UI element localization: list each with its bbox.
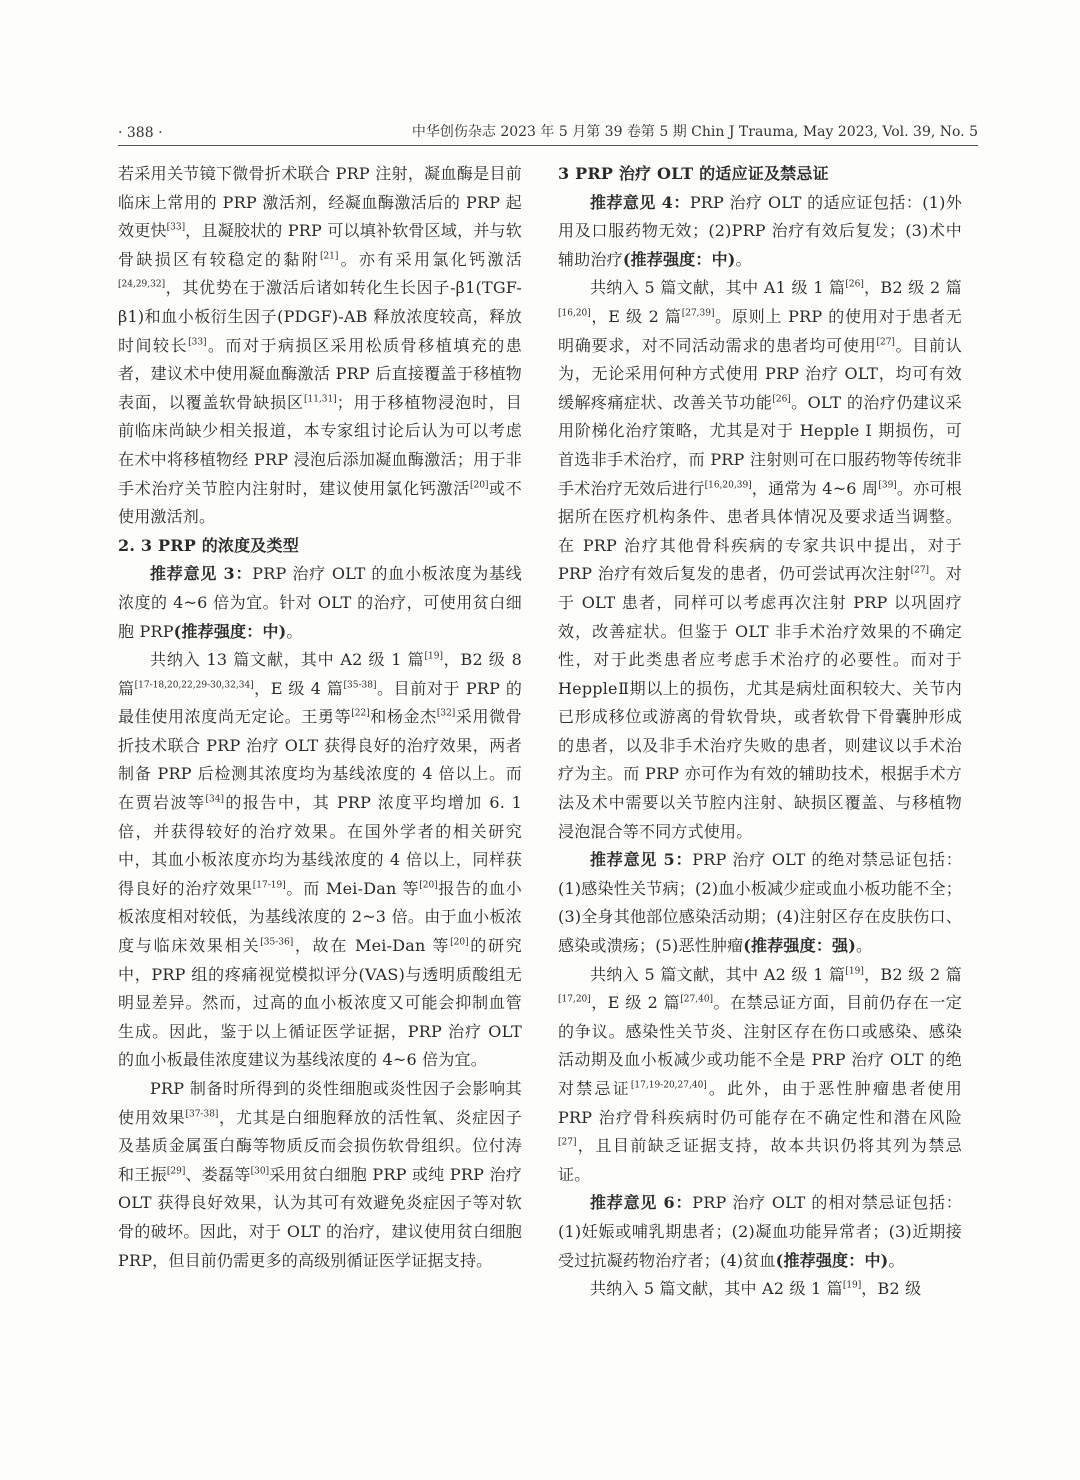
text-run: 。原则上 PRP 的使用对于患者无明确要求，对不同活动需求的患者均可使用 [558,306,963,355]
right-column [558,160,962,1304]
citation-ref: [27,40] [680,994,714,1005]
citation-ref: [33] [166,222,186,233]
text-run: 。 [286,621,303,641]
section-heading-3: 3 PRP 治疗 OLT 的适应证及禁忌证 [558,164,829,183]
citation-ref: [29] [166,1166,186,1177]
citation-ref: [27,39] [681,308,715,319]
recommendation-strength: (推荐强度：中) [775,1250,889,1270]
text-run: 。亦有采用氯化钙激活 [338,249,522,269]
text-run: 、娄磊等 [185,1164,251,1184]
recommendation-strength: (推荐强度：强) [743,936,857,956]
paragraph-activation [118,160,522,532]
citation-ref: [26] [845,280,864,291]
text-run: 采用微骨折技术联合 PRP 治疗 OLT 获得良好的治疗效果，两者制备 PRP 后检测其浓度均为基线浓度的 4 倍以上。而在贾岩波等 [118,707,522,813]
text-run: ，通常为 4~6 周 [751,478,879,498]
recommendation-label: 推荐意见 4： [590,192,690,212]
citation-ref: [33] [188,337,207,348]
text-run: 。此外，由于恶性肿瘤患者使用 PRP 治疗骨科疾病时仍可能存在不确定性和潜在风险 [558,1079,962,1127]
left-column [118,160,522,1275]
citation-ref: [27] [876,337,895,348]
text-run: ，B2 级 [861,1279,922,1299]
paragraph-relative-contraindications [558,1275,962,1304]
page-number: · 388 · [118,125,163,141]
journal-citation: 中华创伤杂志 2023 年 5 月第 39 卷第 5 期 Chin J Trauma, May 2023, Vol. 39, No. 5 [411,124,978,140]
text-run: ，且凝胶状的 PRP 可以填补软骨区域，并与软骨缺损区有较稳定的黏附 [118,221,522,269]
text-run: ，且目前缺乏证据支持，故本共识仍将其列为禁忌证。 [558,1136,962,1184]
section-heading-2-3: 2. 3 PRP 的浓度及类型 [118,535,299,555]
citation-ref: [17-19] [252,880,286,891]
text-run: 。 [888,1250,905,1270]
paragraph-absolute-contraindications [558,961,962,1190]
text-run: 。在禁忌证方面，目前仍存在一定的争议。感染性关节炎、注射区存在伤口或感染、感染活动期及血小板减少或功能不全是 PRP 治疗 OLT 的绝对禁忌证 [558,993,962,1098]
citation-ref: [19] [845,966,864,977]
citation-ref: [16,20] [558,308,591,319]
citation-ref: [20] [469,480,489,491]
text-run: 的研究中，PRP 组的疼痛视觉模拟评分(VAS)与透明质酸组无明显差异。然而，过高的血小板浓度又可能会抑制血管生成。因此，鉴于以上循证医学证据，PRP 治疗 OLT 的血小板最佳浓度建议为基线浓度的 4~6 倍为宜。 [118,936,522,1070]
recommendation-strength: (推荐强度：中) [622,249,736,269]
recommendation-body: PRP 治疗 OLT 的绝对禁忌证包括：(1)感染性关节病；(2)血小板减少症或血小板功能不全；(3)全身其他部位感染活动期；(4)注射区存在皮肤伤口、感染或溃疡；(5)恶性肿瘤 [558,850,963,956]
citation-ref: [24,29,32] [118,280,166,291]
citation-ref: [37-38] [185,1109,219,1120]
text-run: 共纳入 5 篇文献，其中 A2 级 1 篇 [590,1279,843,1299]
citation-ref: [20] [450,937,469,948]
text-run: 报告的血小板浓度相对较低，为基线浓度的 2~3 倍。由于血小板浓度与临床效果相关 [118,878,522,956]
text-run: 共纳入 5 篇文献，其中 A2 级 1 篇 [590,964,846,984]
citation-ref: [35-36] [260,937,294,948]
citation-ref: [11,31] [303,394,337,405]
text-run: ，B2 级 2 篇 [863,964,962,984]
text-run: 共纳入 13 篇文献，其中 A2 级 1 篇 [150,650,425,670]
text-run: 或不使用激活剂。 [118,478,522,527]
recommendation-body: PRP 治疗 OLT 的适应证包括：(1)外用及口服药物无效；(2)PRP 治疗有效后复发；(3)术中辅助治疗 [558,192,962,269]
citation-ref: [34] [205,794,225,805]
header-rule [118,145,978,146]
text-run: PRP 制备时所得到的炎性细胞或炎性因子会影响其使用效果 [118,1079,522,1127]
citation-ref: [19] [842,1280,862,1291]
running-head [118,117,978,141]
citation-ref: [21] [319,251,339,262]
text-run: ；用于移植物浸泡时，目前临床尚缺少相关报道，本专家组讨论后认为可以考虑在术中将移植物经 PRP 浸泡后添加凝血酶激活；用于非手术治疗关节腔内注射时，建议使用氯化钙激活 [118,392,522,498]
citation-ref: [27] [910,565,930,576]
text-run: 。OLT 的治疗仍建议采用阶梯化治疗策略，尤其是对于 Hepple Ⅰ 期损伤，可首选非手术治疗，而 PRP 注射则可在口服药物等传统非手术治疗无效后进行 [558,392,962,498]
text-run: 采用贫白细胞 PRP 或纯 PRP 治疗 OLT 获得良好效果，认为其可有效避免炎症因子等对软骨的破坏。因此，对于 OLT 的治疗，建议使用贫白细胞 PRP，但目前仍需更多的高级别循证医学证据支持。 [118,1164,522,1270]
recommendation-body: PRP 治疗 OLT 的相对禁忌证包括：(1)妊娠或哺乳期患者；(2)凝血功能异常者；(3)近期接受过抗凝药物治疗者；(4)贫血 [558,1193,963,1270]
text-run: 。目前认为，无论采用何种方式使用 PRP 治疗 OLT，均可有效缓解疼痛症状、改善关节功能 [558,335,962,412]
citation-ref: [17-18,20,22,29-30,32,34] [134,680,254,691]
recommendation-body: PRP 治疗 OLT 的血小板浓度为基线浓度的 4~6 倍为宜。针对 OLT 的治疗，可使用贫白细胞 PRP [118,564,523,641]
citation-ref: [32] [436,708,456,719]
recommendation-4 [558,189,962,275]
citation-ref: [22] [351,708,370,719]
text-run: 。 [856,936,873,956]
recommendation-5 [558,846,962,960]
recommendation-label: 推荐意见 6： [590,1193,693,1213]
text-run: ，B2 级 2 篇 [863,278,962,298]
citation-ref: [39] [878,480,897,491]
text-run: ，故在 Mei-Dan 等 [293,936,451,956]
text-run: 的报告中，其 PRP 浓度平均增加 6. 1 倍，并获得较好的治疗效果。在国外学者的相关研究中，其血小板浓度亦均为基线浓度的 4 倍以上，同样获得良好的治疗效果 [118,793,522,898]
text-run: 和杨金杰 [369,707,437,727]
text-run: 。而 Mei-Dan 等 [285,878,420,898]
paragraph-indications [558,274,962,846]
paragraph-concentration [118,646,522,1075]
citation-ref: [20] [419,880,438,891]
text-run: 共纳入 5 篇文献，其中 A1 级 1 篇 [590,278,846,298]
citation-ref: [30] [250,1166,270,1177]
text-run: ，E 级 2 篇 [590,306,682,326]
text-run: 。对于 OLT 患者，同样可以考虑再次注射 PRP 以巩固疗效，改善症状。但鉴于 OLT 非手术治疗效果的不确定性，对于此类患者应考虑手术治疗的必要性。而对于 HeppleⅡ期以上的损伤，尤其是病灶面积较大、关节内已形成移位或游离的骨软骨块，或者软骨下骨囊肿形成的患者，以及非手术治疗失败的患者，则建议以手术治疗为主。而 PRP 亦可作为有效的辅助技术，根据手术方法及术中需要以关节腔内注射、缺损区覆盖、与移植物浸泡混合等不同方式使用。 [558,564,962,841]
recommendation-label: 推荐意见 3： [150,564,253,584]
text-run: 。目前对于 PRP 的最佳使用浓度尚无定论。王勇等 [118,678,523,727]
text-run: 。而对于病损区采用松质骨移植填充的患者，建议术中使用凝血酶激活 PRP 后直接覆盖于移植物表面，以覆盖软骨缺损区 [118,335,522,412]
paragraph-leukocyte [118,1075,522,1275]
citation-ref: [17,19-20,27,40] [630,1080,707,1091]
recommendation-3 [118,560,522,646]
text-run: ，E 级 4 篇 [253,678,344,698]
text-run: ，B2 级 8 篇 [118,650,522,698]
text-run: 若采用关节镜下微骨折术联合 PRP 注射，凝血酶是目前临床上常用的 PRP 激活剂，经凝血酶激活后的 PRP 起效更快 [118,164,522,241]
citation-ref: [16,20,39] [704,480,752,491]
citation-ref: [17,20] [558,994,591,1005]
text-run: 。 [735,249,752,269]
recommendation-label: 推荐意见 5： [590,850,693,870]
text-run: ，尤其是白细胞释放的活性氧、炎症因子及基质金属蛋白酶等物质反而会损伤软骨组织。位付涛和王振 [118,1107,522,1184]
recommendation-6 [558,1189,962,1275]
citation-ref: [26] [772,394,791,405]
text-run: ，E 级 2 篇 [590,993,681,1013]
citation-ref: [19] [424,651,443,662]
citation-ref: [27] [558,1137,577,1148]
citation-ref: [35-38] [343,680,377,691]
text-run: ，其优势在于激活后诸如转化生长因子-β1(TGF-β1)和血小板衍生因子(PDGF)-AB 释放浓度较高，释放时间较长 [118,278,522,355]
recommendation-strength: (推荐强度：中) [173,621,287,641]
text-run: 。亦可根据所在医疗机构条件、患者具体情况及要求适当调整。在 PRP 治疗其他骨科疾病的专家共识中提出，对于 PRP 治疗有效后复发的患者，仍可尝试再次注射 [558,478,962,584]
